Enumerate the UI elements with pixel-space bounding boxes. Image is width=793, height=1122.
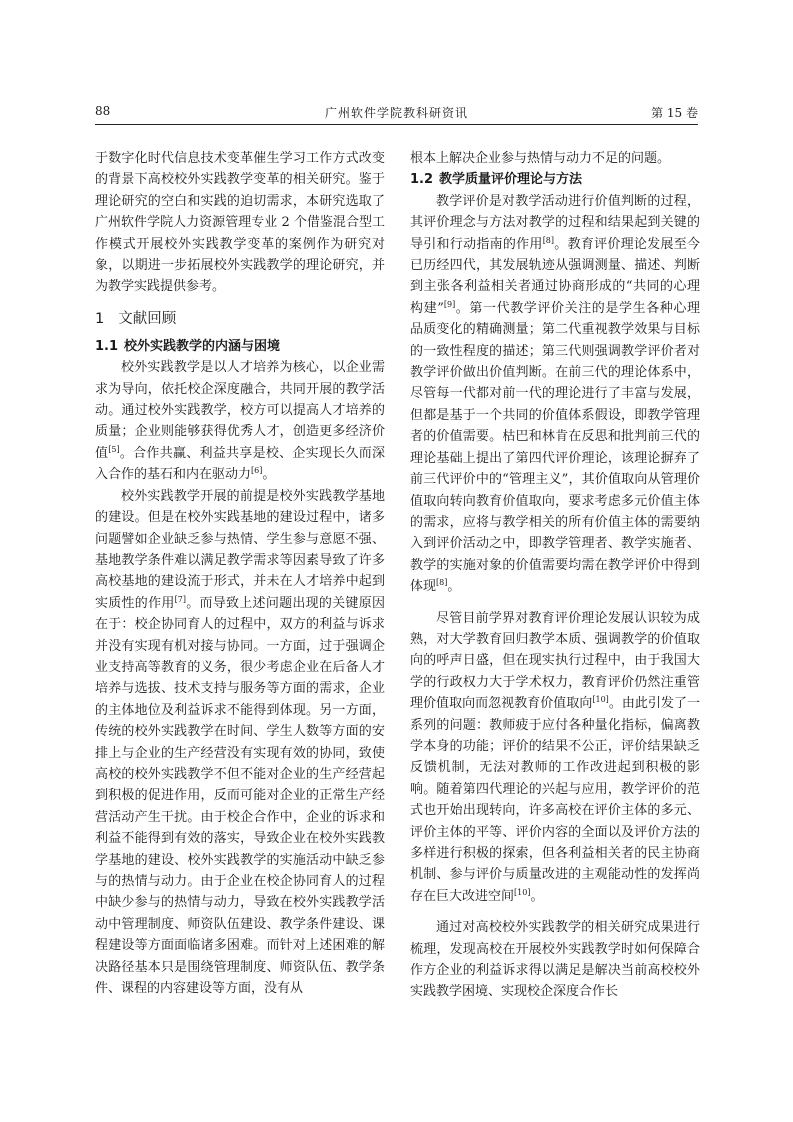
subsection-number: 1.1 bbox=[95, 338, 119, 354]
paragraph: 校外实践教学开展的前提是校外实践教学基地的建设。但是在校外实践基地的建设过程中，诸多问题譬如企业缺乏参与热情、学生参与意愿不强、基地教学条件难以满足教学需求等因素导致了许多高校基地的建设流于形式，并未在人才培养中起到实质性的作用[7]。而导致上述问题出现的关键原因在于：校企协同育人的过程中，双方的利益与诉求并没有实现有机对接与协同。一方面，过于强调企业支持高等教育的义务，很少考虑企业在后备人才培养与选拔、技术支持与服务等方面的需求，企业的主体地位及利益诉求不能得到体现。另一方面，传统的校外实践教学在时间、学生人数等方面的安排上与企业的生产经营没有实现有效的协同，致使高校的校外实践教学不但不能对企业的生产经营起到积极的促进作用，反而可能对企业的正常生产经营活动产生干扰。由于校企合作中，企业的诉求和利益不能得到有效的落实，导致企业在校外实践教学基地的建设、校外实践教学的实施活动中缺乏参与的热情与动力。由于企业在校企协同育人的过程中缺少参与的热情与动力，导致在校外实践教学活动中管理制度、师资队伍建设、教学条件建设、课程建设等方面面临诸多困难。而针对上述困难的解决路径基本只是围绕管理制度、师资队伍、教学条件、课程的内容建设等方面，没有从 bbox=[95, 488, 385, 997]
citation: [5] bbox=[108, 444, 120, 454]
continued-paragraph: 根本上解决企业参与热情与动力不足的问题。 bbox=[410, 151, 671, 166]
page-number: 88 bbox=[95, 104, 111, 118]
left-column bbox=[95, 148, 385, 999]
subsection-heading-1-2 bbox=[410, 169, 700, 190]
paragraph: 通过对高校校外实践教学的相关研究成果进行梳理，发现高校在开展校外实践教学时如何保障合作方企业的利益诉求得以满足是解决当前高校校外实践教学困境、实现校企深度合作长 bbox=[410, 920, 700, 1000]
journal-title: 广州软件学院教科研资讯 bbox=[324, 106, 468, 120]
citation: [8] bbox=[436, 578, 448, 588]
citation: [10] bbox=[592, 695, 609, 705]
paragraph: 教学评价是对教学活动进行价值判断的过程，其评价理念与方法对教学的过程和结果起到关键的导引和行动指南的作用[8]。教育评价理论发展至今已历经四代，其发展轨迹从强调测量、描述、判断到主张各利益相关者通过协商形成的“共同的心理构建”[9]。第一代教学评价关注的是学生各种心理品质变化的精确测量；第二代重视教学效果与目标的一致性程度的描述；第三代则强调教学评价者对教学评价做出价值判断。在前三代的理论体系中，尽管每一代都对前一代的理论进行了丰富与发展，但都是基于一个共同的价值体系假设，即教学管理者的价值需要。枯巴和林肯在反思和批判前三代的理论基础上提出了第四代评价理论，该理论摒弃了前三代评价中的“管理主义”，其价值取向从管理价值取向转向教育价值取向，要求考虑多元价值主体的需求，应将与教学相关的所有价值主体的需要纳入到评价活动之中，即教学管理者、教学实施者、教学的实施对象的价值需要均需在教学评价中得到体现[8]。 bbox=[410, 193, 700, 595]
citation: [10] bbox=[514, 887, 531, 897]
citation: [8] bbox=[542, 235, 555, 245]
section-title: 文献回顾 bbox=[118, 310, 177, 327]
citation: [7] bbox=[174, 594, 186, 604]
subsection-title: 教学质量评价理论与方法 bbox=[439, 172, 583, 188]
paragraph: 校外实践教学是以人才培养为核心，以企业需求为导向，依托校企深度融合，共同开展的教学活动。通过校外实践教学，校方可以提高人才培养的质量；企业则能够获得优秀人才，创造更多经济价值[5]。合作共赢、利益共享是校、企实现长久而深入合作的基石和内在驱动力[6]。 bbox=[95, 360, 385, 483]
subsection-heading-1-1 bbox=[95, 336, 385, 357]
right-column bbox=[410, 148, 700, 1003]
section-number: 1 bbox=[95, 310, 105, 327]
citation: [6] bbox=[251, 466, 263, 476]
paragraph: 尽管目前学界对教育评价理论发展认识较为成熟，对大学教育回归教学本质、强调教学的价值取向的呼声日盛，但在现实执行过程中，由于我国大学的行政权力大于学术权力，教育评价仍然注重管理价值取向而忽视教育价值取向[10]。由此引发了一系列的问题：教师疲于应付各种量化指标，偏离教学本身的功能；评价的结果不公正，评价结果缺乏反馈机制，无法对教师的工作改进起到积极的影响。随着第四代理论的兴起与应用，教学评价的范式也开始出现转向，许多高校在评价主体的多元、评价主体的平等、评价内容的全面以及评价方法的多样进行积极的探索，但各利益相关者的民主协商机制、参与评价与质量改进的主观能动性的发挥尚存在巨大改进空间[10]。 bbox=[410, 610, 700, 904]
section-heading-1 bbox=[95, 308, 385, 330]
intro-paragraph: 于数字化时代信息技术变革催生学习工作方式改变的背景下高校校外实践教学变革的相关研究。鉴于理论研究的空白和实践的迫切需求，本研究选取了广州软件学院人力资源管理专业 2 个借鉴混合型工作模式开展校外实践教学变革的案例作为研究对象，以期进一步拓展校外实践教学的理论研究，并为教学实践提供参考。 bbox=[95, 151, 385, 295]
subsection-title: 校外实践教学的内涵与困境 bbox=[124, 338, 281, 354]
citation: [9] bbox=[443, 299, 456, 309]
running-header bbox=[95, 100, 698, 125]
subsection-number: 1.2 bbox=[410, 172, 434, 188]
volume-label: 第 15 卷 bbox=[651, 106, 698, 120]
